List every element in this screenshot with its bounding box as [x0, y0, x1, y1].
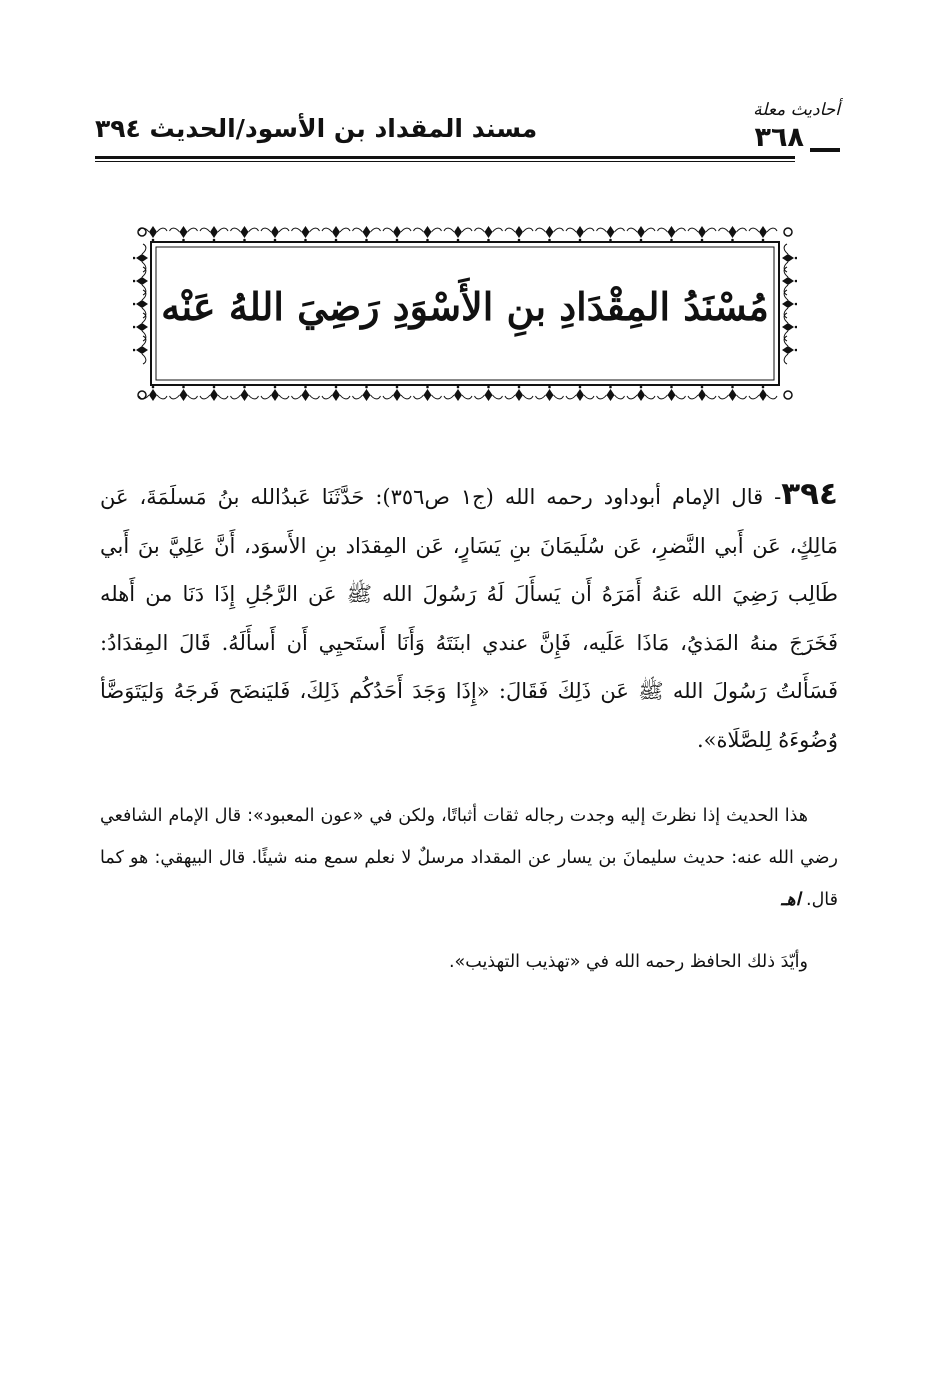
chapter-title-frame [133, 222, 797, 405]
running-header [95, 100, 840, 160]
page-number-underline [810, 148, 840, 152]
hadith-number: ٣٩٤ [781, 476, 838, 512]
book-name: أحاديث معلة [753, 100, 840, 120]
commentary-text-1: هذا الحديث إذا نظرتَ إليه وجدت رجاله ثقات أثباتًا، ولكن في «عون المعبود»: قال الإمام الشافعي رضي الله عنه: حديث سليمانَ بن يسار عن المقداد مرسلٌ لا نعلم سمع منه شيئًا. قال البيهقي: هو كما قال. [100, 806, 838, 910]
chapter-title: مُسْنَدُ المِقْدَادِ بنِ الأَسْوَدِ رَضِيَ اللهُ عَنْه [161, 284, 769, 329]
end-quote-abbreviation: اهـ [781, 890, 801, 910]
header-rule [95, 156, 795, 162]
page-number: ٣٦٨ [754, 122, 804, 153]
hadith-paragraph [100, 470, 838, 764]
commentary-text-2: وأيّدَ ذلك الحافظ رحمه الله في «تهذيب التهذيب». [448, 952, 808, 972]
commentary-paragraph-2 [100, 941, 838, 983]
running-title: مسند المقداد بن الأسود/الحديث ٣٩٤ [95, 114, 538, 143]
commentary-paragraph-1 [100, 795, 838, 921]
hadith-text: - قال الإمام أبوداود رحمه الله (ج١ ص٣٥٦): حَدَّثَنَا عَبدُالله بنُ مَسلَمَةَ، عَن مَالِكٍ، عَن أَبي النَّضرِ، عَن سُلَيمَانَ بنِ يَسَارٍ، عَن المِقدَاد بنِ الأَسوَد، أَنَّ عَلِيَّ بنَ أَبي طَالِب رَضِيَ الله عَنهُ أَمَرَهُ أَن يَسأَلَ لَهُ رَسُولَ الله ﷺ عَن الرَّجُلِ إِذَا دَنَا من أَهله فَخَرَجَ منهُ المَذيُ، مَاذَا عَلَيه، فَإِنَّ عندي ابنَتَهُ وَأَنَا أَستَحيِي أَن أَسأَلَهُ. قَالَ المِقدَادُ: فَسَأَلتُ رَسُولَ الله ﷺ عَن ذَلِكَ فَقَالَ: «إِذَا وَجَدَ أَحَدُكُم ذَلِكَ، فَليَنضَح فَرجَهُ وَليَتَوَضَّأ وُضُوءَهُ لِلصَّلَاة». [100, 485, 838, 752]
